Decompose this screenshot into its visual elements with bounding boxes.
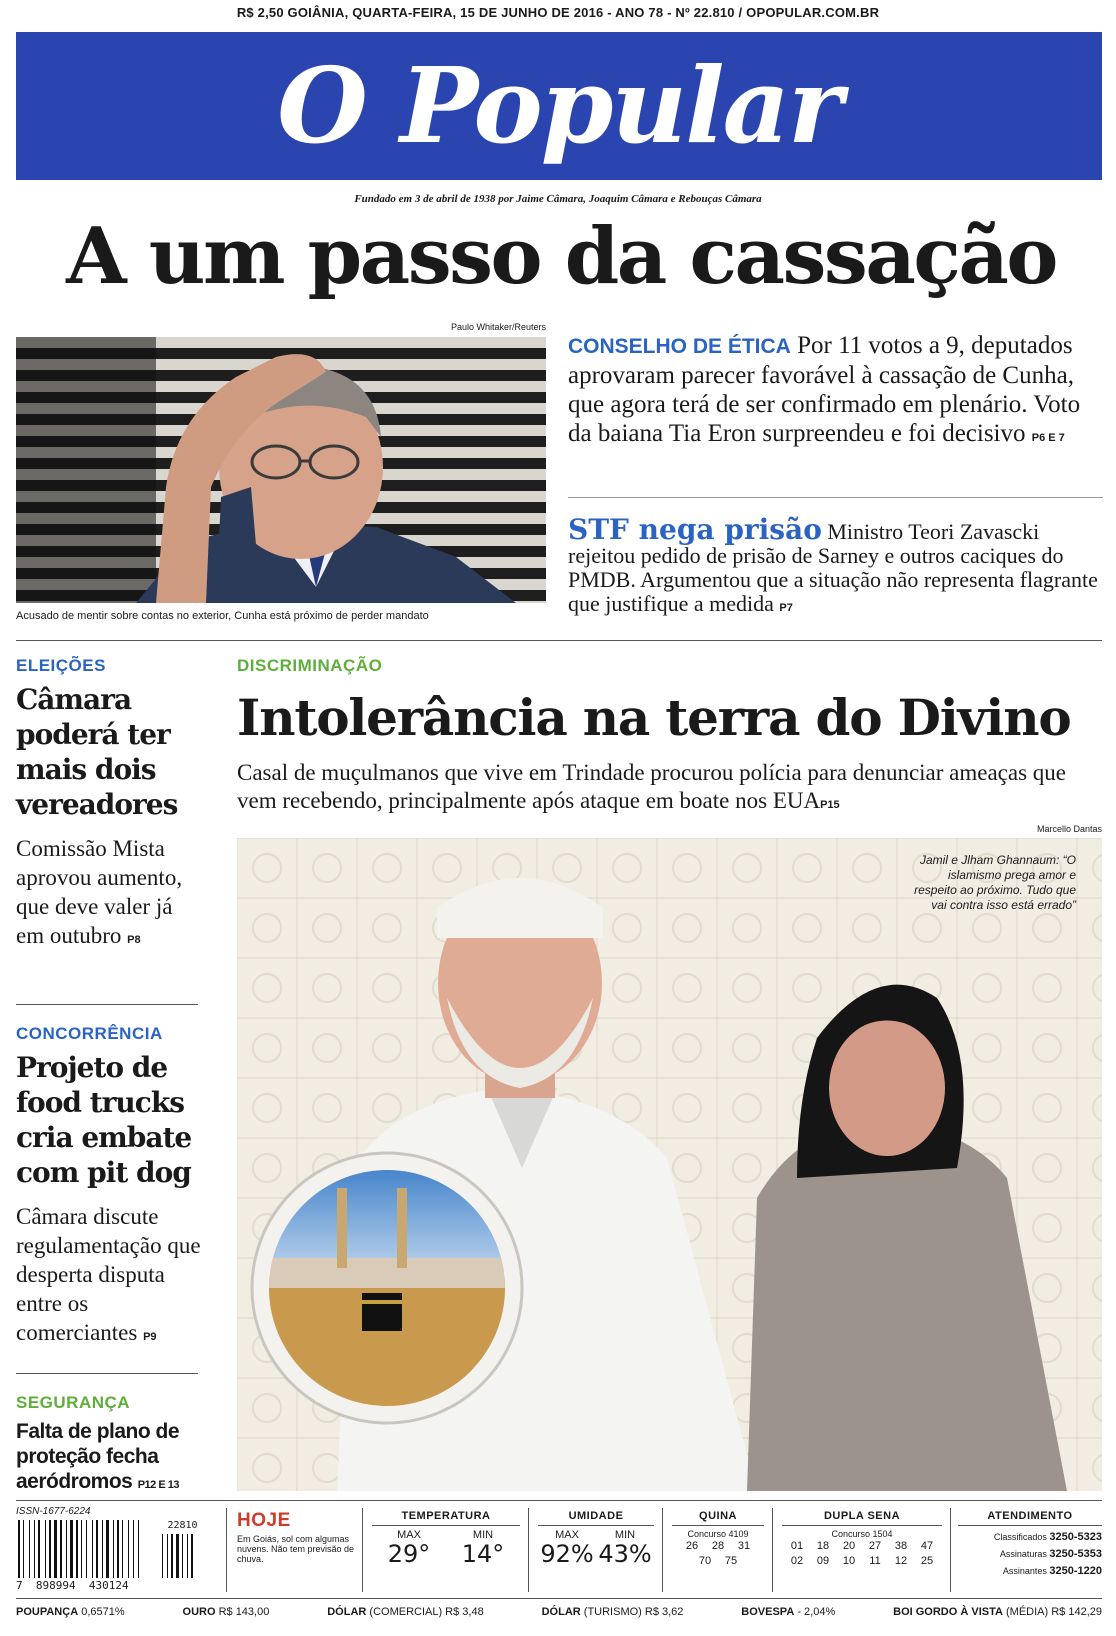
page-reference: P8 <box>127 934 141 946</box>
story-concorrencia <box>16 1024 201 1352</box>
divider <box>16 1004 198 1005</box>
barcode-issue: 22810 <box>161 1520 204 1531</box>
issn: ISSN-1677-6224 <box>16 1506 91 1517</box>
panel-title: QUINA <box>672 1510 764 1526</box>
page-reference: P7 <box>779 602 793 614</box>
ticker-label: DÓLAR <box>541 1606 581 1618</box>
lottery-number: 25 <box>920 1555 934 1567</box>
max-humidity: 92% <box>540 1540 594 1568</box>
page-reference: P9 <box>143 1331 157 1343</box>
ticker-value: (TURISMO) R$ 3,62 <box>580 1606 684 1618</box>
min-label: MIN <box>614 1529 636 1541</box>
max-label: MAX <box>555 1529 579 1541</box>
min-label: MIN <box>472 1529 494 1541</box>
ticker-item <box>183 1606 270 1618</box>
lottery-number: 10 <box>842 1555 856 1567</box>
ticker-label: POUPANÇA <box>16 1606 79 1618</box>
page-reference: P6 E 7 <box>1031 432 1065 444</box>
market-ticker <box>16 1606 1102 1618</box>
divider <box>16 1373 198 1374</box>
photo-caption: Acusado de mentir sobre contas no exterior, Cunha está próximo de perder mandato <box>16 610 429 622</box>
lottery-number: 47 <box>920 1540 934 1552</box>
max-label: MAX <box>397 1529 421 1541</box>
lottery-number: 27 <box>868 1540 882 1552</box>
photo-credit: Paulo Whitaker/Reuters <box>450 322 546 332</box>
service-label: Classificados <box>993 1532 1050 1542</box>
story-text: Comissão Mista aprovou aumento, que deve valer já em outubro <box>16 836 183 948</box>
divider <box>950 1508 951 1592</box>
feature-headline: Intolerância na terra do Divino <box>237 688 1071 747</box>
section-kicker: DISCRIMINAÇÃO <box>237 656 383 675</box>
lottery-number: 12 <box>894 1555 908 1567</box>
section-kicker: SEGURANÇA <box>16 1393 131 1412</box>
panel-title: DUPLA SENA <box>782 1510 942 1526</box>
story-headline-text: Falta de plano de proteção fecha aeródromos <box>16 1420 180 1493</box>
lottery-numbers <box>782 1539 942 1569</box>
section-kicker: CONCORRÊNCIA <box>16 1024 163 1043</box>
humidity-panel <box>538 1510 654 1567</box>
divider <box>362 1508 363 1592</box>
dateline: R$ 2,50 GOIÂNIA, QUARTA-FEIRA, 15 DE JUNHO DE 2016 - ANO 78 - Nº 22.810 / OPOPULAR.COM.BR <box>236 5 880 20</box>
ticker-label: DÓLAR <box>327 1606 367 1618</box>
ticker-item <box>741 1606 835 1618</box>
panel-title: ATENDIMENTO <box>958 1510 1102 1526</box>
feature-deck-text: Casal de muçulmanos que vive em Trindade procurou polícia para denunciar ameaças que vem recebendo, principalmente após ataque em boate nos EUA <box>237 760 1066 813</box>
couple-photo <box>237 838 1102 1491</box>
divider <box>528 1508 529 1592</box>
divider <box>16 1500 1102 1501</box>
min-temperature: 14° <box>461 1540 505 1568</box>
panel-title: TEMPERATURA <box>372 1510 520 1526</box>
ticker-value: R$ 143,00 <box>215 1606 270 1618</box>
barcode-digits: 7 898994 430124 <box>16 1579 156 1592</box>
service-phone: 3250-5353 <box>1049 1548 1102 1560</box>
weather-text: Em Goiás, sol com algumas nuvens. Não tem previsão de chuva. <box>237 1534 355 1564</box>
story-body <box>16 834 201 955</box>
weather-title: HOJE <box>237 1510 291 1531</box>
lottery-numbers <box>672 1539 764 1569</box>
story-eleicoes <box>16 656 201 955</box>
story-kicker: STF nega prisão <box>568 513 822 546</box>
ticker-value: (MÉDIA) R$ 142,29 <box>1002 1606 1102 1618</box>
lottery-number: 38 <box>894 1540 908 1552</box>
story-body <box>16 1202 201 1352</box>
ticker-value: 0,6571% <box>78 1606 125 1618</box>
photo-credit: Marcello Dantas <box>1036 824 1102 834</box>
story-headline: Câmara poderá ter mais dois vereadores <box>16 683 178 821</box>
ticker-item <box>893 1606 1102 1618</box>
masthead <box>16 32 1102 180</box>
couple-photo-illustration <box>237 838 1102 1491</box>
founded-line: Fundado em 3 de abril de 1938 por Jaime Câmara, Joaquim Câmara e Rebouças Câmara <box>354 193 762 205</box>
lottery-number: 09 <box>816 1555 830 1567</box>
service-phone: 3250-1220 <box>1049 1565 1102 1577</box>
page-reference: P12 E 13 <box>137 1479 179 1491</box>
divider <box>662 1508 663 1592</box>
temperature-panel <box>372 1510 520 1567</box>
min-humidity: 43% <box>598 1540 652 1568</box>
panel-title: UMIDADE <box>538 1510 654 1526</box>
story-headline: Projeto de food trucks cria embate com pit dog <box>16 1051 192 1189</box>
lottery-number: 01 <box>790 1540 804 1552</box>
ticker-label: BOI GORDO À VISTA <box>893 1606 1003 1618</box>
barcode <box>16 1520 204 1592</box>
photo-caption: Jamil e Jlham Ghannaum: “O islamismo prega amor e respeito ao próximo. Tudo que vai contra isso está errado” <box>914 853 1076 912</box>
service-line <box>958 1546 1102 1563</box>
ticker-value: - 2,04% <box>794 1606 836 1618</box>
service-panel <box>958 1510 1102 1580</box>
lottery-number: 18 <box>816 1540 830 1552</box>
contest-number: Concurso 4109 <box>687 1529 749 1539</box>
ticker-label: BOVESPA <box>741 1606 795 1618</box>
service-line <box>958 1529 1102 1546</box>
lottery-number: 70 <box>698 1555 712 1567</box>
story-stf <box>568 513 1108 620</box>
story-seguranca <box>16 1393 201 1498</box>
story-headline <box>16 1419 201 1498</box>
lottery-number: 11 <box>869 1555 881 1567</box>
ticker-value: (COMERCIAL) R$ 3,48 <box>366 1606 484 1618</box>
section-kicker: ELEIÇÕES <box>16 656 106 675</box>
story-conselho <box>568 331 1103 453</box>
weather-today <box>237 1510 357 1564</box>
lottery-number: 75 <box>724 1555 738 1567</box>
main-headline: A um passo da cassação <box>66 211 1056 302</box>
masthead-title: O Popular <box>277 44 841 167</box>
divider <box>16 1598 1102 1599</box>
story-text: Ministro Teori Zavascki rejeitou pedido de prisão de Sarney e outros caciques do PMDB. Argumentou que a situação não representa flagrante que justifique a medida <box>568 519 1098 616</box>
divider <box>568 497 1103 498</box>
story-kicker: CONSELHO DE ÉTICA <box>568 335 791 358</box>
ticker-item <box>542 1606 684 1618</box>
lottery-number: 02 <box>790 1555 804 1567</box>
divider <box>226 1508 227 1592</box>
service-line <box>958 1563 1102 1580</box>
dupla-sena-panel <box>782 1510 942 1569</box>
page-reference: P15 <box>820 799 840 811</box>
service-phone: 3250-5323 <box>1049 1531 1102 1543</box>
service-label: Assinaturas <box>999 1549 1050 1559</box>
service-label: Assinantes <box>1002 1566 1050 1576</box>
story-text: Por 11 votos a 9, deputados aprovaram parecer favorável à cassação de Cunha, que agora terá de ser confirmado em plenário. Voto da baiana Tia Eron surpreendeu e foi decisivo <box>568 332 1081 447</box>
lottery-number: 26 <box>685 1540 699 1552</box>
divider <box>772 1508 773 1592</box>
cunha-photo <box>16 337 546 603</box>
ticker-label: OURO <box>182 1606 216 1618</box>
divider <box>16 640 1102 641</box>
quina-panel <box>672 1510 764 1569</box>
lottery-number: 28 <box>711 1540 725 1552</box>
lottery-number: 31 <box>737 1540 751 1552</box>
max-temperature: 29° <box>387 1540 431 1568</box>
cunha-photo-illustration <box>16 337 546 603</box>
feature-deck <box>237 759 1107 819</box>
lottery-number: 20 <box>842 1540 856 1552</box>
ticker-item <box>327 1606 483 1618</box>
ticker-item <box>16 1606 125 1618</box>
story-text: Câmara discute regulamentação que desperta disputa entre os comerciantes <box>16 1204 201 1345</box>
contest-number: Concurso 1504 <box>831 1529 893 1539</box>
